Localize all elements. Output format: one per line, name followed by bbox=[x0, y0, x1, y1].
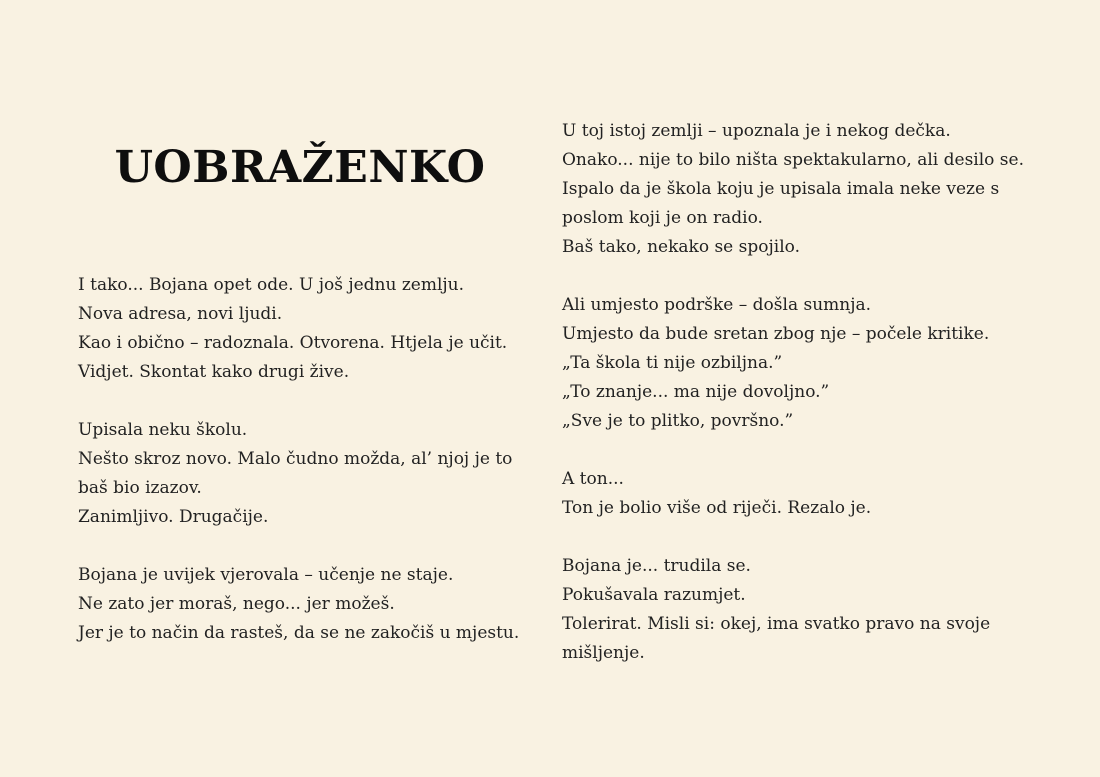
text-line: „Ta škola ti nije ozbiljna.” bbox=[562, 353, 783, 373]
text-line: Ne zato jer moraš, nego... jer možeš. bbox=[78, 594, 395, 614]
text-line: Pokušavala razumjet. bbox=[562, 585, 746, 605]
left-column bbox=[78, 271, 538, 648]
right-column bbox=[562, 117, 1032, 668]
text-line: Onako... nije to bilo ništa spektakularno, ali desilo se. bbox=[562, 150, 1024, 170]
text-line: Baš tako, nekako se spojilo. bbox=[562, 237, 800, 257]
text-line: Upisala neku školu. bbox=[78, 420, 248, 440]
text-line: mišljenje. bbox=[562, 643, 645, 663]
text-line: baš bio izazov. bbox=[78, 478, 202, 498]
text-line: I tako... Bojana opet ode. U još jednu zemlju. bbox=[78, 275, 465, 295]
text-line: Umjesto da bude sretan zbog nje – počele kritike. bbox=[562, 324, 990, 344]
text-line: Zanimljivo. Drugačije. bbox=[78, 507, 269, 527]
text-line: Tolerirat. Misli si: okej, ima svatko pravo na svoje bbox=[562, 614, 991, 634]
page-title: UOBRAŽENKO bbox=[114, 142, 486, 193]
stanza bbox=[78, 561, 538, 648]
stanza bbox=[562, 117, 1032, 262]
text-line: U toj istoj zemlji – upoznala je i nekog dečka. bbox=[562, 121, 951, 141]
text-line: Ispalo da je škola koju je upisala imala neke veze s bbox=[562, 179, 1000, 199]
text-line: Ton je bolio više od riječi. Rezalo je. bbox=[562, 498, 872, 518]
stanza bbox=[562, 291, 1032, 436]
text-line: Vidjet. Skontat kako drugi žive. bbox=[78, 362, 350, 382]
stanza bbox=[562, 465, 1032, 523]
text-line: Nova adresa, novi ljudi. bbox=[78, 304, 283, 324]
text-line: Bojana je uvijek vjerovala – učenje ne staje. bbox=[78, 565, 454, 585]
text-line: „Sve je to plitko, površno.” bbox=[562, 411, 794, 431]
text-line: Jer je to način da rasteš, da se ne zakočiš u mjestu. bbox=[78, 623, 520, 643]
text-line: Ali umjesto podrške – došla sumnja. bbox=[562, 295, 872, 315]
stanza bbox=[78, 416, 538, 532]
text-line: „To znanje... ma nije dovoljno.” bbox=[562, 382, 830, 402]
stanza bbox=[78, 271, 538, 387]
text-line: poslom koji je on radio. bbox=[562, 208, 763, 228]
stanza bbox=[562, 552, 1032, 668]
text-line: Bojana je... trudila se. bbox=[562, 556, 751, 576]
text-line: A ton... bbox=[562, 469, 624, 489]
text-line: Kao i obično – radoznala. Otvorena. Htjela je učit. bbox=[78, 333, 508, 353]
text-line: Nešto skroz novo. Malo čudno možda, al’ njoj je to bbox=[78, 449, 513, 469]
